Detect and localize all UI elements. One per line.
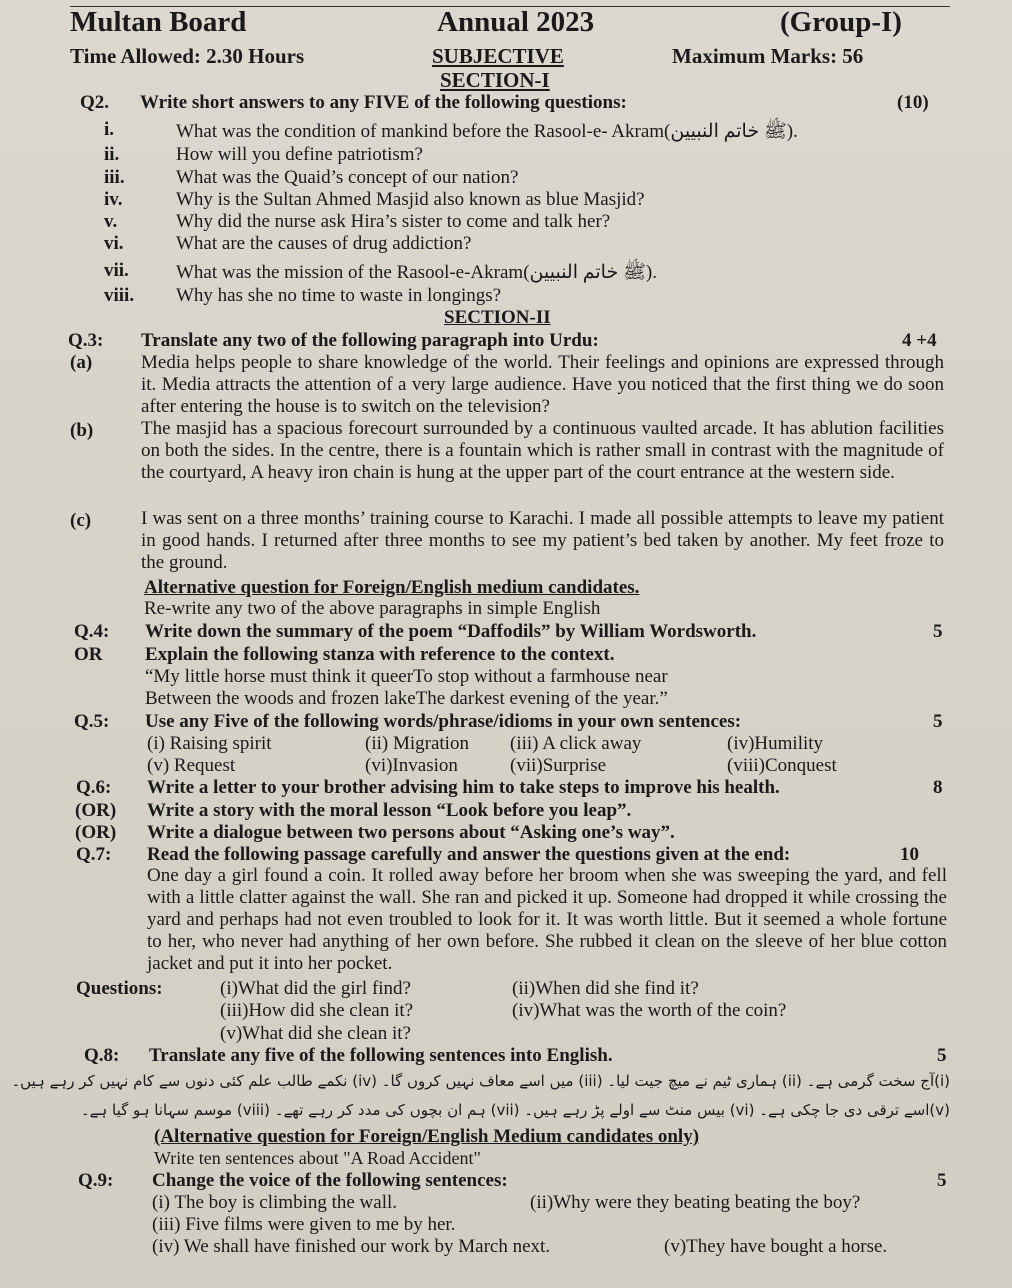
q2-item-text: What are the causes of drug addiction?: [176, 233, 472, 254]
board-name: Multan Board: [70, 6, 247, 38]
q2-item-number: ii.: [104, 144, 120, 165]
q3-number: Q.3:: [68, 330, 104, 351]
q9-sentence: (iii) Five films were given to me by her.: [152, 1214, 456, 1235]
q5-word: (i) Raising spirit: [147, 733, 272, 754]
q9-marks: 5: [937, 1170, 947, 1191]
q7-question: (iv)What was the worth of the coin?: [512, 1000, 787, 1021]
q2-number: Q2.: [80, 92, 110, 113]
q6-or: (OR): [75, 822, 117, 843]
q7-number: Q.7:: [76, 844, 112, 865]
q5-word: (iii) A click away: [510, 733, 642, 754]
q3-paragraph-c: I was sent on a three months’ training course to Karachi. I made all possible attempts to leave my patient in good hands. I returned after three months to see my patient’s bed taken by another. My feet froze to the ground.: [141, 508, 944, 573]
q8-marks: 5: [937, 1045, 947, 1066]
q5-word: (ii) Migration: [365, 733, 469, 754]
q3-alternative-text: Re-write any two of the above paragraphs in simple English: [144, 598, 601, 619]
q5-word: (iv)Humility: [727, 733, 824, 754]
q9-sentence: (v)They have bought a horse.: [664, 1236, 888, 1257]
q2-marks: (10): [897, 92, 929, 113]
q3-label-a: (a): [70, 352, 93, 373]
q9-sentence: (iv) We shall have finished our work by March next.: [152, 1236, 551, 1257]
q2-item-number: v.: [104, 211, 118, 232]
group-label: (Group-I): [780, 6, 902, 38]
q8-alternative-text: Write ten sentences about "A Road Accident": [154, 1148, 481, 1168]
q7-question: (i)What did the girl find?: [220, 978, 411, 999]
q6-or: (OR): [75, 800, 117, 821]
q2-item-number: viii.: [104, 285, 135, 306]
q9-sentence: (i) The boy is climbing the wall.: [152, 1192, 398, 1213]
q5-word: (v) Request: [147, 755, 236, 776]
q2-item-text: What was the Quaid’s concept of our nation?: [176, 167, 519, 188]
q7-instruction: Read the following passage carefully and answer the questions given at the end:: [147, 844, 791, 865]
section-1-heading: SECTION-I: [440, 68, 550, 92]
q2-item-number: iii.: [104, 167, 125, 188]
q2-item-text: How will you define patriotism?: [176, 144, 423, 165]
q6-marks: 8: [933, 777, 943, 798]
q5-number: Q.5:: [74, 711, 110, 732]
q8-urdu-line: (v)اسے ترقی دی جا چکی ہے۔ (vi) بیس منٹ سے اولے پڑ رہے ہیں۔ (vii) ہم ان بچوں کی مدد کر رہے تھے۔ (viii) موسم سہانا ہو گیا ہے۔: [80, 1101, 950, 1119]
q2-item-text: Why has she no time to waste in longings?: [176, 285, 502, 306]
q2-item-number: vi.: [104, 233, 124, 254]
q3-marks: 4 +4: [902, 330, 937, 351]
q2-item-text: Why did the nurse ask Hira’s sister to come and talk her?: [176, 211, 611, 232]
q3-label-c: (c): [70, 510, 92, 531]
q4-stanza-line: “My little horse must think it queerTo stop without a farmhouse near: [145, 666, 668, 687]
q5-marks: 5: [933, 711, 943, 732]
q7-question: (ii)When did she find it?: [512, 978, 699, 999]
q7-passage: One day a girl found a coin. It rolled away before her broom when she was sweeping the yard, and fell with a little clatter against the wall. She ran and picked it up. Someone had dropped it while crossing the yard and perhaps had not even troubled to look for it. It was worth little. But it seemed a whole fortune to her, who never had anything of her own before. She rubbed it clean on the sleeve of her blue cotton jacket and put it into her pocket.: [147, 865, 947, 974]
q6-number: Q.6:: [76, 777, 112, 798]
q4-instruction: Write down the summary of the poem “Daffodils” by William Wordsworth.: [145, 621, 757, 642]
maximum-marks: Maximum Marks: 56: [672, 44, 864, 68]
q4-number: Q.4:: [74, 621, 110, 642]
q5-instruction: Use any Five of the following words/phrase/idioms in your own sentences:: [145, 711, 742, 732]
q8-urdu-line: (i)آج سخت گرمی ہے۔ (ii) ہماری ٹیم نے میچ جیت لیا۔ (iii) میں اسے معاف نہیں کروں گا۔ (iv) نکمے طالب علم کئی دنوں سے کام نہیں کر رہے ہیں۔: [11, 1072, 950, 1090]
q2-item-text: Why is the Sultan Ahmed Masjid also known as blue Masjid?: [176, 189, 645, 210]
time-allowed: Time Allowed: 2.30 Hours: [70, 44, 305, 68]
q2-item-number: iv.: [104, 189, 123, 210]
q3-paragraph-b: The masjid has a spacious forecourt surrounded by a continuous vaulted arcade. It has ablution facilities on both the sides. In the centre, there is a fountain which is rather small in contrast with the magnitude of the courtyard, A heavy iron chain is hung at the upper part of the court entrance at the western side.: [141, 418, 944, 483]
q9-sentence: (ii)Why were they beating beating the boy?: [530, 1192, 861, 1213]
q8-instruction: Translate any five of the following sentences into English.: [149, 1045, 613, 1066]
q5-word: (viii)Conquest: [727, 755, 837, 776]
q2-instruction: Write short answers to any FIVE of the following questions:: [140, 92, 627, 113]
section-2-heading: SECTION-II: [444, 307, 551, 328]
q5-word: (vi)Invasion: [365, 755, 458, 776]
q9-instruction: Change the voice of the following sentences:: [152, 1170, 508, 1191]
q6-option: Write a dialogue between two persons about “Asking one’s way”.: [147, 822, 675, 843]
q3-label-b: (b): [70, 420, 94, 441]
q2-item-text: What was the mission of the Rasool-e-Akram(ﷺ خاتم النبیین).: [176, 262, 657, 283]
q6-instruction: Write a letter to your brother advising him to take steps to improve his health.: [147, 777, 780, 798]
subjective-label: SUBJECTIVE: [432, 44, 564, 68]
q7-marks: 10: [900, 844, 919, 865]
q4-or: OR: [74, 644, 103, 665]
q7-questions-label: Questions:: [76, 978, 163, 999]
q7-question: (iii)How did she clean it?: [220, 1000, 414, 1021]
q2-item-number: i.: [104, 119, 115, 140]
q9-number: Q.9:: [78, 1170, 114, 1191]
q6-option: Write a story with the moral lesson “Look before you leap”.: [147, 800, 632, 821]
exam-year: Annual 2023: [437, 6, 595, 38]
q8-alternative-heading: (Alternative question for Foreign/English Medium candidates only): [154, 1126, 700, 1147]
q2-item-text: What was the condition of mankind before the Rasool-e- Akram(ﷺ خاتم النبیین).: [176, 121, 798, 142]
q3-paragraph-a: Media helps people to share knowledge of the world. Their feelings and opinions are expressed through it. Media attracts the attention of a very large audience. Have you noticed that the first thing we do soon after entering the house is to switch on the television?: [141, 352, 944, 417]
q4-marks: 5: [933, 621, 943, 642]
q4-or-instruction: Explain the following stanza with reference to the context.: [145, 644, 615, 665]
q5-word: (vii)Surprise: [510, 755, 607, 776]
q7-question: (v)What did she clean it?: [220, 1023, 411, 1044]
q4-stanza-line: Between the woods and frozen lakeThe darkest evening of the year.”: [145, 688, 668, 709]
q3-instruction: Translate any two of the following paragraph into Urdu:: [141, 330, 599, 351]
q2-item-number: vii.: [104, 260, 129, 281]
q3-alternative-heading: Alternative question for Foreign/English medium candidates.: [144, 577, 640, 598]
q8-number: Q.8:: [84, 1045, 120, 1066]
